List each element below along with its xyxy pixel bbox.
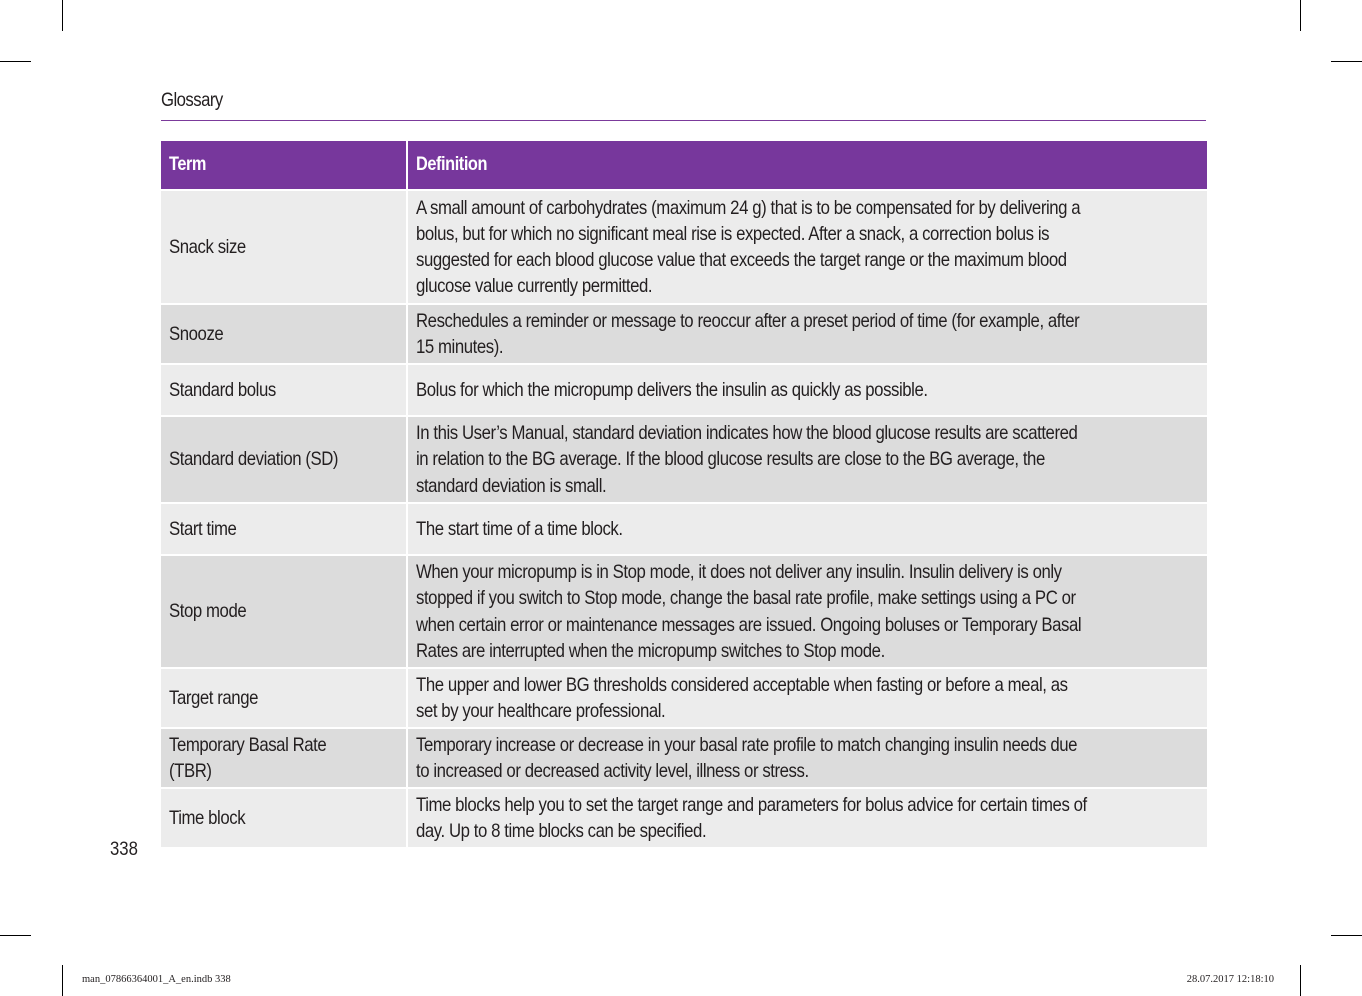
term-cell: Snooze bbox=[161, 305, 408, 363]
crop-mark bbox=[62, 965, 63, 996]
table-row bbox=[161, 504, 1207, 556]
table-row bbox=[161, 789, 1207, 847]
definition-cell: A small amount of carbohydrates (maximum 24 g) that is to be compensated for by delivering a bolus, but for which no significant meal rise is expected. After a snack, a correction bolus is suggested for each blood glucose value that exceeds the target range or the maximum blood glucose value currently permitted. bbox=[416, 196, 1081, 298]
table-row bbox=[161, 417, 1207, 504]
print-slug-filename: man_07866364001_A_en.indb 338 bbox=[82, 974, 231, 985]
term-cell: Target range bbox=[161, 669, 408, 727]
term-cell: Time block bbox=[161, 789, 408, 847]
term-cell: Standard deviation (SD) bbox=[161, 417, 408, 502]
definition-cell: In this User’s Manual, standard deviation indicates how the blood glucose results are scattered in relation to the BG average. If the blood glucose results are close to the BG average, the standard deviation is small. bbox=[416, 422, 1078, 497]
crop-mark bbox=[1331, 61, 1362, 62]
term-cell: Standard bolus bbox=[161, 365, 408, 415]
definition-cell: Reschedules a reminder or message to reoccur after a preset period of time (for example, after 15 minutes). bbox=[416, 309, 1080, 358]
table-row bbox=[161, 305, 1207, 365]
section-title: Glossary bbox=[161, 90, 223, 111]
definition-cell: The start time of a time block. bbox=[416, 517, 623, 540]
page-number: 338 bbox=[110, 839, 138, 860]
definition-cell: Time blocks help you to set the target range and parameters for bolus advice for certain times of day. Up to 8 time blocks can be specified. bbox=[416, 793, 1087, 842]
table-row bbox=[161, 729, 1207, 789]
table-row bbox=[161, 191, 1207, 305]
crop-mark bbox=[0, 61, 31, 62]
column-header-term: Term bbox=[161, 141, 408, 189]
crop-mark bbox=[1331, 935, 1362, 936]
definition-cell: Temporary increase or decrease in your basal rate profile to match changing insulin needs due to increased or decreased activity level, illness or stress. bbox=[416, 733, 1078, 782]
table-row bbox=[161, 556, 1207, 669]
crop-mark bbox=[1300, 965, 1301, 996]
print-slug-timestamp: 28.07.2017 12:18:10 bbox=[1186, 974, 1274, 985]
term-cell: Start time bbox=[161, 504, 408, 554]
definition-cell: The upper and lower BG thresholds considered acceptable when fasting or before a meal, as set by your healthcare professional. bbox=[416, 673, 1068, 722]
table-row bbox=[161, 365, 1207, 417]
crop-mark bbox=[62, 0, 63, 31]
term-cell: Snack size bbox=[161, 191, 408, 303]
glossary-table bbox=[161, 141, 1207, 847]
crop-mark bbox=[1300, 0, 1301, 31]
section-divider bbox=[161, 120, 1206, 121]
definition-cell: When your micropump is in Stop mode, it does not deliver any insulin. Insulin delivery is only stopped if you switch to Stop mode, change the basal rate profile, make settings using a PC or when certain error or maintenance messages are issued. Ongoing boluses or Temporary Basal Rates are interrupted when the micropump switches to Stop mode. bbox=[416, 561, 1082, 662]
crop-mark bbox=[0, 935, 31, 936]
term-cell: Stop mode bbox=[161, 556, 408, 667]
table-row bbox=[161, 669, 1207, 729]
definition-cell: Bolus for which the micropump delivers the insulin as quickly as possible. bbox=[416, 378, 928, 401]
column-header-definition: Definition bbox=[416, 153, 488, 175]
term-cell: Temporary Basal Rate (TBR) bbox=[161, 729, 408, 787]
table-header-row bbox=[161, 141, 1207, 191]
